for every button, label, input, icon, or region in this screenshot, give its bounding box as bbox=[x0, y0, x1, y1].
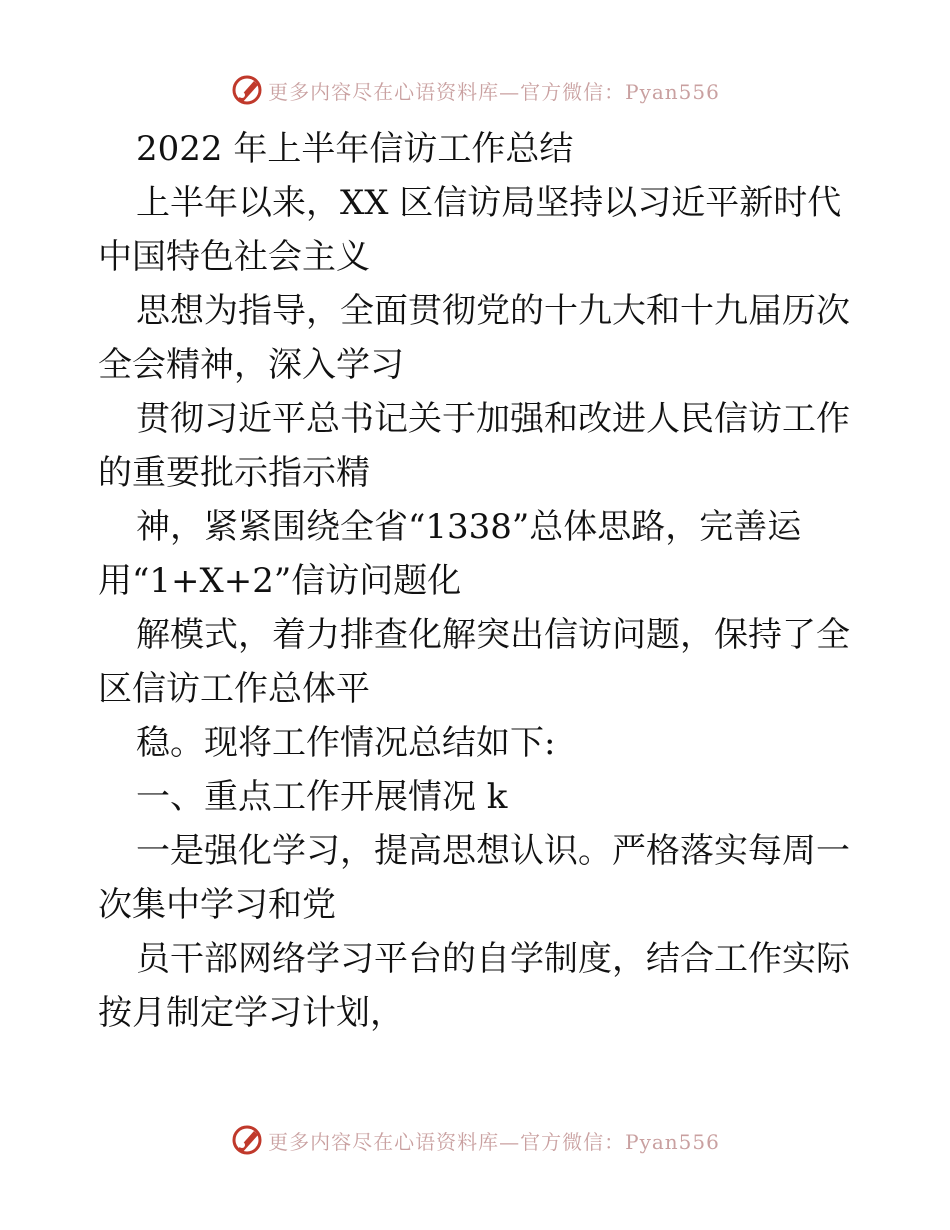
text-line: 一、重点工作开展情况 k bbox=[136, 777, 508, 817]
text-line: 贯彻习近平总书记关于加强和改进人民信访工作 bbox=[136, 399, 850, 439]
watermark-text: 更多内容尽在心语资料库—官方微信：Pyan556 bbox=[268, 1129, 720, 1154]
footer-watermark bbox=[0, 1120, 950, 1160]
text-line: 2022 年上半年信访工作总结 bbox=[136, 129, 574, 169]
watermark-text: 更多内容尽在心语资料库—官方微信：Pyan556 bbox=[268, 79, 720, 104]
pen-logo-icon bbox=[230, 1123, 264, 1157]
text-line: 上半年以来，XX 区信访局坚持以习近平新时代 bbox=[136, 183, 842, 223]
pen-logo-icon bbox=[230, 73, 264, 107]
text-line: 一是强化学习，提高思想认识。严格落实每周一 bbox=[136, 831, 850, 871]
text-line: 神，紧紧围绕全省“1338”总体思路，完善运 bbox=[136, 507, 802, 547]
text-line: 员干部网络学习平台的自学制度，结合工作实际 bbox=[136, 939, 850, 979]
text-line: 次集中学习和党 bbox=[98, 885, 336, 925]
text-line: 中国特色社会主义 bbox=[98, 237, 370, 277]
document-body bbox=[98, 122, 858, 1040]
text-line: 区信访工作总体平 bbox=[98, 669, 370, 709]
text-line: 的重要批示指示精 bbox=[98, 453, 370, 493]
text-line: 全会精神，深入学习 bbox=[98, 345, 404, 385]
text-line: 用“1+X+2”信访问题化 bbox=[98, 561, 462, 601]
text-line: 解模式，着力排查化解突出信访问题，保持了全 bbox=[136, 615, 850, 655]
header-watermark bbox=[0, 70, 950, 110]
text-line: 思想为指导，全面贯彻党的十九大和十九届历次 bbox=[136, 291, 850, 331]
text-line: 稳。现将工作情况总结如下: bbox=[136, 723, 556, 763]
text-line: 按月制定学习计划， bbox=[98, 993, 404, 1033]
